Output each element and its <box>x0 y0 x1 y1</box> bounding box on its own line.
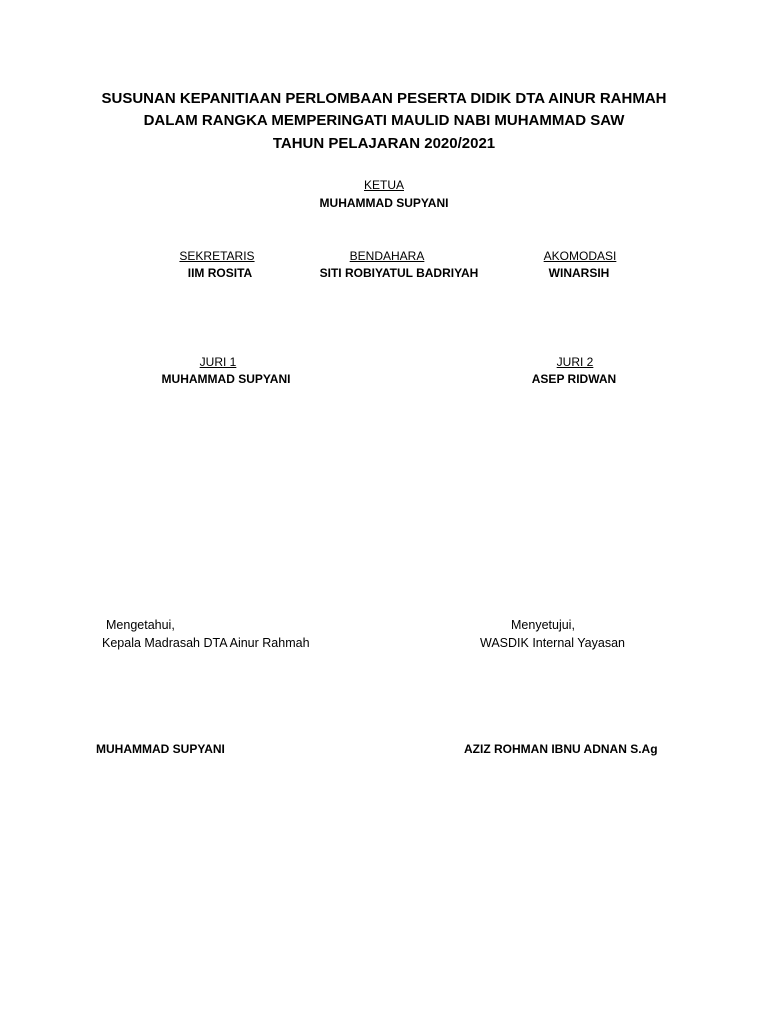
ketua-role: KETUA <box>363 178 404 192</box>
signature-left-line-1: Mengetahui, <box>106 618 175 632</box>
sekretaris-role: SEKRETARIS <box>179 249 255 263</box>
document-title-line-3: TAHUN PELAJARAN 2020/2021 <box>272 135 496 152</box>
bendahara-name: SITI ROBIYATUL BADRIYAH <box>319 266 479 280</box>
bendahara-role: BENDAHARA <box>349 249 425 263</box>
signature-right-name: AZIZ ROHMAN IBNU ADNAN S.Ag <box>464 742 658 756</box>
signature-right-line-1: Menyetujui, <box>511 618 575 632</box>
document-title-line-2: DALAM RANGKA MEMPERINGATI MAULID NABI MUHAMMAD SAW <box>143 112 625 129</box>
juri-1-role: JURI 1 <box>199 355 237 369</box>
juri-2-role: JURI 2 <box>556 355 594 369</box>
juri-2-name: ASEP RIDWAN <box>531 372 617 386</box>
ketua-name: MUHAMMAD SUPYANI <box>319 196 449 210</box>
signature-left-name: MUHAMMAD SUPYANI <box>96 742 225 756</box>
sekretaris-name: IIM ROSITA <box>187 266 253 280</box>
akomodasi-name: WINARSIH <box>548 266 610 280</box>
juri-1-name: MUHAMMAD SUPYANI <box>161 372 291 386</box>
akomodasi-role: AKOMODASI <box>543 249 617 263</box>
document-title-line-1: SUSUNAN KEPANITIAAN PERLOMBAAN PESERTA DIDIK DTA AINUR RAHMAH <box>101 90 667 107</box>
signature-left-line-2: Kepala Madrasah DTA Ainur Rahmah <box>102 636 310 650</box>
signature-right-line-2: WASDIK Internal Yayasan <box>480 636 625 650</box>
